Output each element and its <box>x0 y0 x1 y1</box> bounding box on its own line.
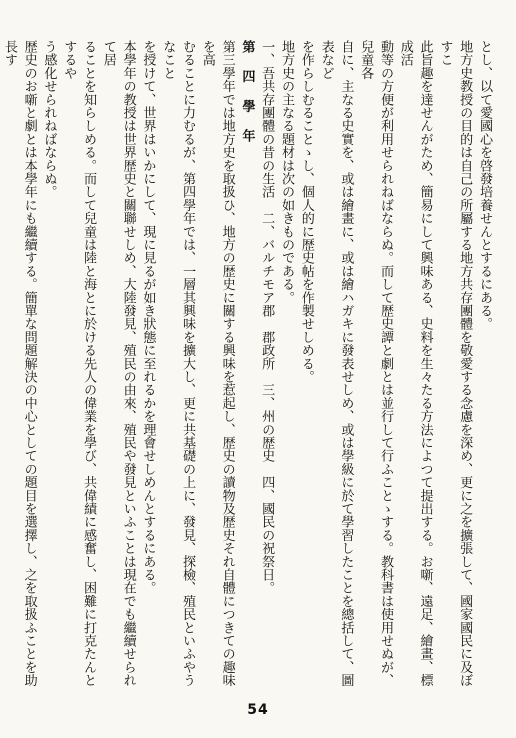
section-heading: 第 四 學 年 <box>239 40 255 149</box>
vertical-text-body <box>1 40 494 690</box>
body-line: とし、以て愛國心を啓發培養せんとするにある。 <box>477 40 492 331</box>
body-line: 歴史のお噺と劇とは本學年にも繼續する。簡單な問題解決の中心としての題目を選擇し、之を取扱ふことを助長す <box>1 40 37 687</box>
body-line: 一、吾共存團體の昔の生活 二、バルチモア郡 郡政所 三、州の歴史 四、國民の祝祭日。 <box>259 40 275 595</box>
body-line: むることに力むるが、第四學年では、一層其興味を擴大し、更に共基礎の上に、發見、探檢、殖民といふやうなこと <box>160 40 196 687</box>
body-line: 第三學年では地方史を取扱ひ、地方の歴史に關する興味を惹起し、歴史の讀物及歴史それ自體につきての趣味を高 <box>199 40 235 687</box>
body-line: 動等の方便が利用せられねばならぬ。而して歴史譚と劇とは並行して行ふことゝする。教科書は使用せぬが、兒童各 <box>358 40 394 687</box>
body-line: を作らしむることゝし、個人的に歴史帖を作製せしめる。 <box>298 40 314 384</box>
body-line: を授けて、世界はいかにして、現に見るが如き狀態に至れるかを理會せしめんとするにある。 <box>140 40 156 595</box>
body-line: 自に、主なる史實を、或は繪畫に、或は繪ハガキに發表せしめ、或は學級に於て學習したことを總括して、圖表など <box>318 40 354 687</box>
body-line: ることを知らしめる。而して兒童は陸と海とに於ける先人の偉業を學び、共偉績に感奮し、困難に打克たんとするや <box>61 40 97 687</box>
body-line: う感化せられねばならぬ。 <box>41 40 57 199</box>
page-number: 54 <box>247 702 269 718</box>
body-line: 地方史教授の目的は自己の所屬する地方共存團體を敬愛する念慮を深め、更に之を擴張して、國家國民に及ぼすこ <box>437 40 473 687</box>
body-line: 此旨趣を達せんがため、簡易にして興味ある、史料を生々たる方法によつて提出する。お噺、遠足、繪畫、標成活 <box>397 40 433 687</box>
body-line: 地方史の主なる題材は次の如きものである。 <box>279 40 295 304</box>
body-line: 本學年の教授は世界歴史と關聯せしめ、大陸發見、殖民の由來、殖民や發見といふことは現在でも繼續せられて居 <box>100 40 136 687</box>
